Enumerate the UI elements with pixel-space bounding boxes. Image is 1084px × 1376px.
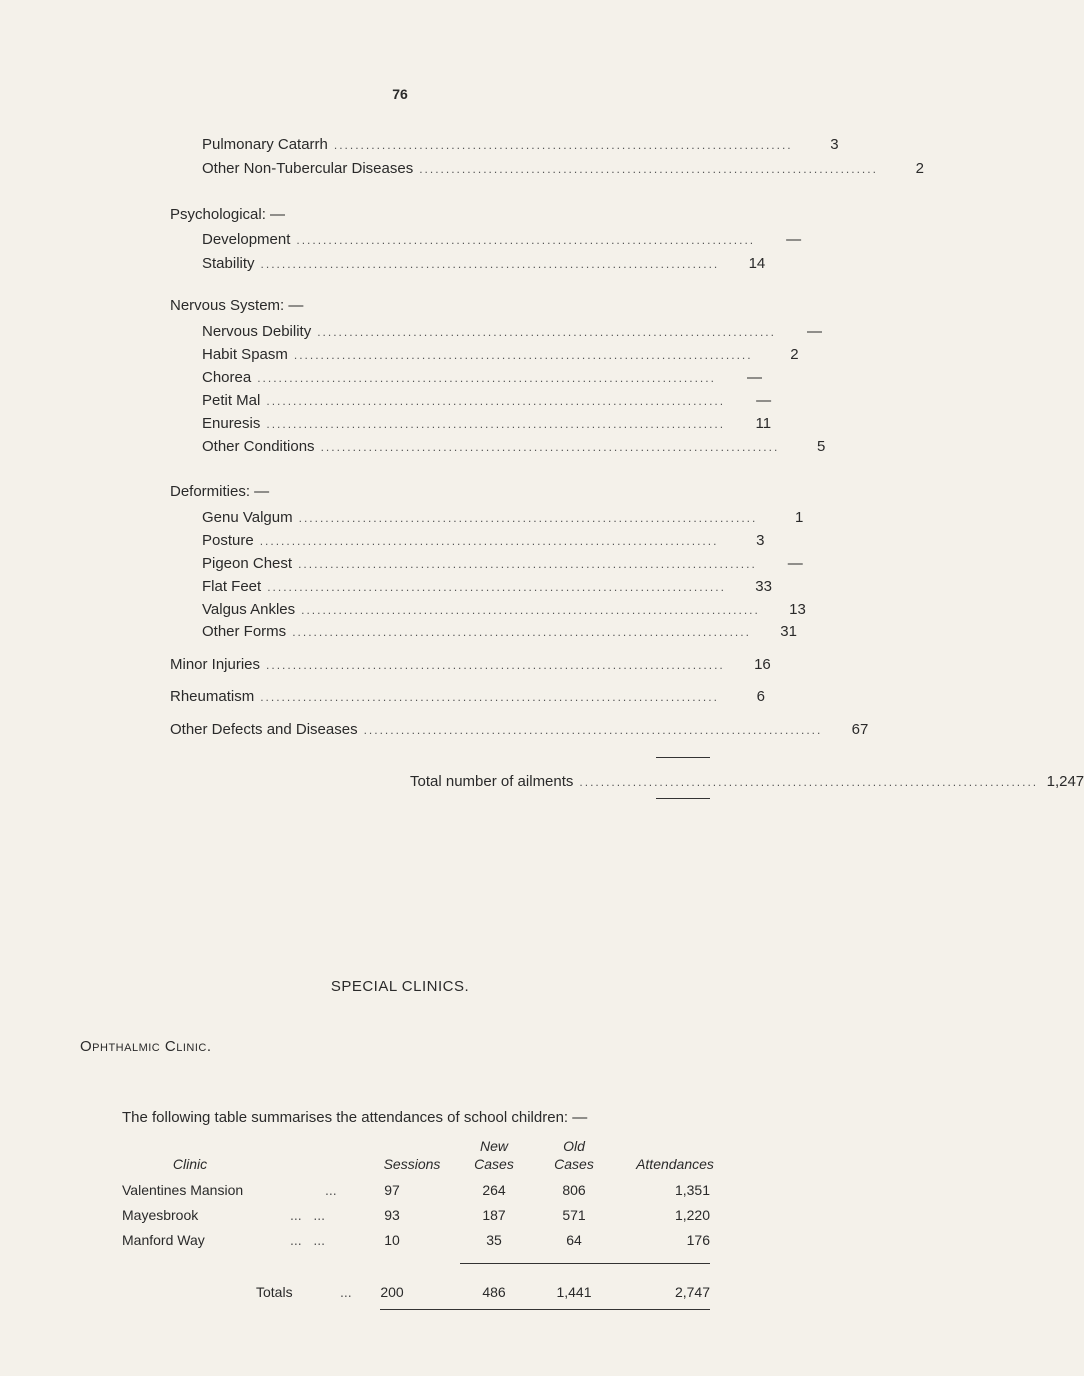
column-header-old: Old Cases — [554, 1138, 594, 1172]
list-item: Stability ...................................................................................... 14 — [202, 255, 766, 272]
list-item: Habit Spasm ...................................................................................... 2 — [202, 346, 799, 363]
column-header-sessions: Sessions — [383, 1156, 441, 1172]
list-item: Petit Mal ...................................................................................... — — [202, 392, 772, 409]
list-item: Development ...................................................................................... — — [202, 231, 802, 248]
section-heading-nervous-system: Nervous System: — — [170, 297, 304, 314]
column-header-attendances: Attendances — [636, 1156, 714, 1172]
list-item: Nervous Debility ...................................................................................... — — [202, 323, 822, 340]
list-item: Posture ...................................................................................... 3 — [202, 532, 765, 549]
divider — [380, 1309, 710, 1310]
divider — [460, 1263, 710, 1264]
list-item: Valgus Ankles ...................................................................................... 13 — [202, 601, 806, 618]
subsection-title-ophthalmic: Ophthalmic Clinic. — [80, 1038, 212, 1055]
list-item: Flat Feet ...................................................................................... 33 — [202, 578, 772, 595]
list-item: Other Non-Tubercular Diseases ...................................................................................... 2 — [202, 160, 924, 177]
column-header-new: New Cases — [474, 1138, 514, 1172]
list-item: Minor Injuries ...................................................................................... 16 — [170, 656, 771, 673]
list-item: Genu Valgum ...................................................................................... 1 — [202, 509, 804, 526]
list-item: Chorea ...................................................................................... — — [202, 369, 762, 386]
list-item: Enuresis ...................................................................................... 11 — [202, 415, 772, 432]
section-heading-deformities: Deformities: — — [170, 483, 270, 500]
list-item: Other Conditions ...................................................................................... 5 — [202, 438, 826, 455]
total-row: Total number of ailments ...................................................................................... 1,247 — [410, 773, 1084, 790]
list-item: Pulmonary Catarrh ...................................................................................... 3 — [202, 136, 839, 153]
divider — [656, 757, 710, 758]
section-title-special-clinics: SPECIAL CLINICS. — [330, 978, 470, 995]
section-heading-psychological: Psychological: — — [170, 206, 286, 223]
page-number: 76 — [392, 86, 408, 102]
list-item: Rheumatism ...................................................................................... 6 — [170, 688, 765, 705]
column-header-clinic: Clinic — [172, 1156, 208, 1172]
list-item: Other Defects and Diseases ...................................................................................... 67 — [170, 721, 869, 738]
intro-paragraph: The following table summarises the attendances of school children: — — [122, 1109, 588, 1126]
list-item: Other Forms ...................................................................................... 31 — [202, 623, 797, 640]
divider — [656, 798, 710, 799]
list-item: Pigeon Chest ...................................................................................... — — [202, 555, 803, 572]
